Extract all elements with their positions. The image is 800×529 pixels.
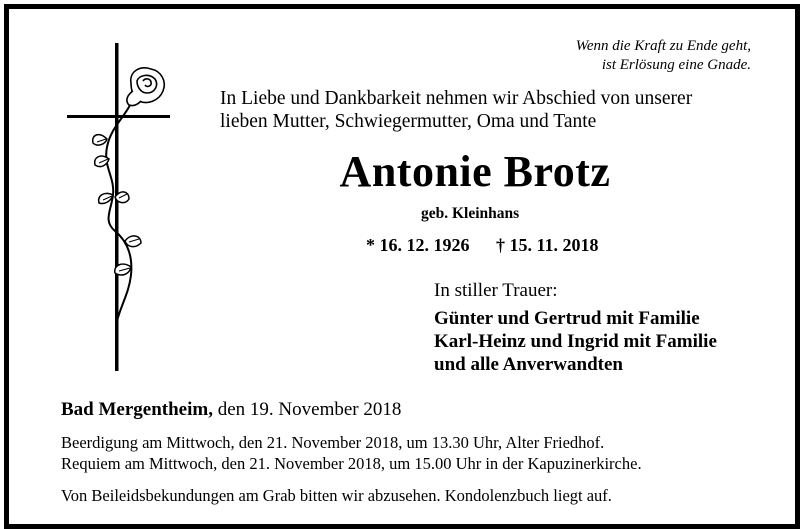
burial-info: Beerdigung am Mittwoch, den 21. November 2018, um 13.30 Uhr, Alter Friedhof. <box>61 433 605 452</box>
mourner-line: Günter und Gertrud mit Familie <box>434 308 700 329</box>
intro-line-2: lieben Mutter, Schwiegermutter, Oma und Tante <box>220 111 597 132</box>
place-date <box>61 399 401 421</box>
cross-with-rose-icon <box>59 35 179 375</box>
place: Bad Mergentheim, <box>61 399 213 420</box>
funeral-details <box>61 433 642 474</box>
motto-line-1: Wenn die Kraft zu Ende geht, <box>575 38 751 54</box>
mourners-list <box>434 307 717 376</box>
intro-text <box>220 87 692 133</box>
intro-line-1: In Liebe und Dankbarkeit nehmen wir Abschied von unserer <box>220 88 693 109</box>
date: den 19. November 2018 <box>217 399 402 420</box>
mourner-line: Karl-Heinz und Ingrid mit Familie <box>434 331 717 352</box>
closing-note: Von Beileidsbekundungen am Grab bitten wir abzusehen. Kondolenzbuch liegt auf. <box>61 486 612 505</box>
deceased-name: Antonie Brotz <box>339 147 611 196</box>
mourner-line: und alle Anverwandten <box>434 354 623 375</box>
birth-date: * 16. 12. 1926 <box>366 235 470 255</box>
obituary-card <box>4 4 800 529</box>
death-date: † 15. 11. 2018 <box>496 235 599 255</box>
mourners-heading: In stiller Trauer: <box>434 280 558 301</box>
life-dates <box>366 235 599 256</box>
motto <box>576 37 751 75</box>
requiem-info: Requiem am Mittwoch, den 21. November 2018, um 15.00 Uhr in der Kapuzinerkirche. <box>61 453 642 473</box>
birth-name: geb. Kleinhans <box>421 205 520 222</box>
motto-line-2: ist Erlösung eine Gnade. <box>601 57 751 73</box>
